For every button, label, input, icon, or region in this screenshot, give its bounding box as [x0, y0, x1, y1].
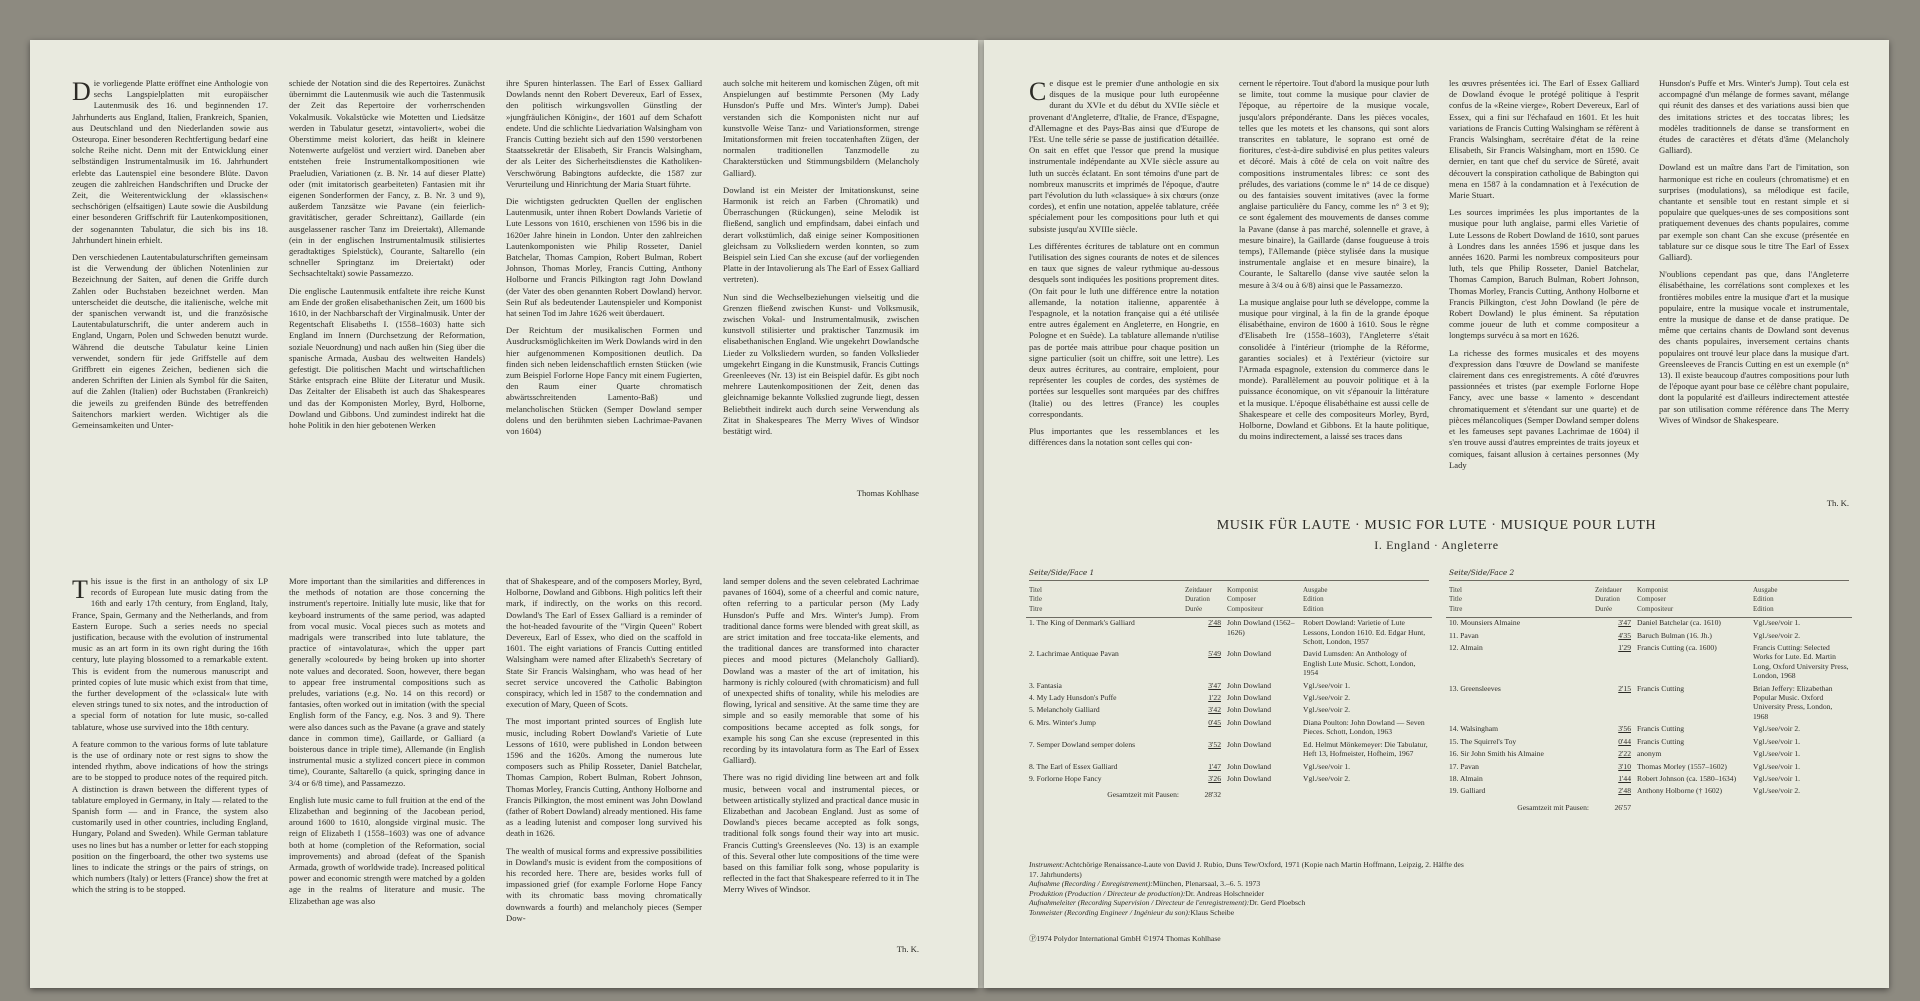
track-title: 18. Almain	[1449, 773, 1483, 783]
track-composer: John Dowland	[1227, 705, 1272, 715]
track-title: 4. My Lady Hunsdon's Puffe	[1029, 693, 1117, 703]
track-composer: John Dowland	[1227, 680, 1272, 690]
track-row	[1446, 631, 1852, 640]
col-edition-header: Ausgabe Edition Edition	[1300, 586, 1432, 618]
track-row	[1026, 762, 1432, 771]
drop-cap: T	[72, 576, 88, 604]
credit-line: Instrument:Achtchörige Renaissance-Laute von David J. Rubio, Duns Tew/Oxford, 1971 (Kopie nach Martin Hoffmann, Leipzig, 2. Hälfte des 17. Jahrhunderts)	[1029, 860, 1464, 879]
side2-tracklist	[1446, 586, 1852, 812]
col-duration-header: Zeitdauer Duration Durée	[1182, 586, 1224, 618]
paragraph: The most important printed sources of English lute music, including Robert Dowland's Varietie of Lute Lessons of 1610, were published in London between 1596 and the 1620s. Among the numerous lute composers such as Philip Rosseter, Daniel Batchelar, Thomas Campion, Robert Bulman, Robert Johnson, Thomas Morley, Francis Cutting, Anthony Holborne and Francis Pilkington, the most eminent was John Dowland (father of Robert Dowland) already mentioned. His fame as a leading lutenist and composer long survived his death in 1626.	[506, 716, 702, 839]
paragraph: Les sources imprimées les plus importantes de la musique pour luth anglaise, parmi elles Varietie of Lute Lessons de Robert Dowland de 1610, sont parues à Londres dans les années 1596 et jusque dans les années 1620. Parmi les nombreux compositeurs pour luth, tels que Philip Rosseter, Daniel Batchelar, Thomas Campion, Baruch Bulman, Robert Johnson, Thomas Morley, Francis Cutting, Anthony Holborne et Francis Pilkington, c'est John Dowland (le père de Robert Dowland) le plus éminent. Sa réputation comme joueur de luth et comme compositeur a longtemps survécu à sa mort en 1626.	[1449, 207, 1639, 341]
paragraph: The wealth of musical forms and expressive possibilities in Dowland's music is evident from the compositions of his recorded here. There are, besides works full of impassioned grief (for example Forlorne Hope Fancy with its chromatic bass moving chromatically downwards a fourth) and melancholy pieces (Semper Dow-	[506, 845, 702, 923]
paragraph: schiede der Notation sind die des Repertoires. Zunächst übernimmt die Lautenmusik wie auch die Tastenmusik der Zeit das Repertoire der vorherrschenden Vokalmusik. Vokalstücke wie Motetten und Liedsätze werden in Tabulatur gesetzt, »intavoliert«, wobei die Oberstimme meist koloriert, das heißt in kleinere Notenwerte aufgelöst und verziert wird. Daneben aber entstehen freie Instrumentalkompositionen wie Praeludien, Variationen (z. B. Nr. 14 auf dieser Platte) oder (mit imitatorisch gearbeiteten) Fantasien mit ihr eigenen Sonderformen der Fancy, z. B. Nr. 3 und 9), außerdem Tanzsätze wie Pavane (ein feierlich-gravitätischer, gerader Schreittanz), Gaillarde (ein ausgelassener rascher Tanz im Dreiertakt), Allemande (ein in der englischen Instrumentalmusik stilisiertes geradtaktiges Spielstück), Courante, Saltarello (ein schneller Springtanz im Dreiertakt) oder Sechsachteltakt) sowie Passamezzo.	[289, 78, 485, 279]
track-row	[1446, 749, 1852, 758]
german-column-4	[723, 78, 919, 488]
track-duration: 3'52	[1208, 739, 1221, 749]
side2-rule	[1449, 580, 1849, 581]
paragraph: A feature common to the various forms of lute tablature is the use of ordinary note or rest signs to show the intended rhythm, above indications of how the strings are to be stopped to produce notes of the required pitch. A distinction is drawn between the different types of tablature employed in Germany, in Italy — related to the Spanish form — and in France, the system also customarily used in other countries, including England, Hungary, Poland and Sweden). While German tablature uses no lines but has a number or letter for each stopping position on the fingerboard, the other two systems use lines to indicate the strings or the pairs of strings, on which numbers (Italy) or letters (France) show the fret at which the string is to be stopped.	[72, 738, 268, 895]
track-title: 3. Fantasia	[1029, 680, 1062, 690]
track-title: 5. Melancholy Galliard	[1029, 705, 1100, 715]
track-edition: David Lumsden: An Anthology of English Lute Music. Schott, London, 1954	[1303, 649, 1416, 678]
paragraph: Die englische Lautenmusik entfaltete ihre reiche Kunst am Ende der großen elisabethanischen Zeit, um 1600 bis 1610, in der Nachbarschaft der Virginalmusik. Unter der Regentschaft Elisabeths I. (1558–1603) hatte sich England im Innern (Durchsetzung der Reformation, soziale Neuordnung) und nach außen hin (Sieg über die spanische Armada, Ausbau des weltweiten Handels) gefestigt. Die politischen Macht und wirtschaftlichen Stärke entsprach eine Blüte der Literatur und Musik. Das Zeitalter der Elisabeth ist auch das Shakespeares und das der Komponisten Morley, Byrd, Holborne, Dowland und Gibbons. Und zumindest indirekt hat die hohe Politik in den hier gebotenen Werken	[289, 285, 485, 431]
track-edition: Diana Poulton: John Dowland — Seven Pieces. Schott, London, 1963	[1303, 717, 1425, 737]
track-row	[1446, 618, 1852, 628]
paragraph: Ce disque est le premier d'une anthologie en six disques de la musique pour luth européenne durant du XVIe et du début du XVIIe siècle et provenant d'Angleterre, d'Italie, de France, d'Espagne, d'Allemagne et des Pays-Bas ainsi que d'Europe de l'Est. Une telle série se passe de justification détaillée. On sait en effet que l'essor que prend la musique instrumentale indépendante au XVIe siècle assure au luth un succès éclatant. En sont témoins d'une part de nombreux manuscrits et imprimés de l'époque, d'autre part l'évolution du luth «classique» à six chœurs (onze cordes), et enfin une notation, appelée tablature, créée spécialement pour les compositions pour luth et qui subsiste jusqu'au XVIIIe siècle.	[1029, 78, 1219, 234]
track-duration: 0'44	[1618, 736, 1631, 746]
paragraph: Les différentes écritures de tablature ont en commun l'utilisation des signes courants de notes et de silences en taux que signes de valeur rythmique au-dessous desquels sont indiquées les positions proprement dites. (On fait pour le luth une différence entre la notation allemande, la notation italienne, apparentée à l'espagnole, et la notation française qui a été utilisée entre autres également en Angleterre, en Hongrie, en Pologne et en Suède). La tablature allemande n'utilise pas de portée mais attribue pour chaque position un signe particulier (soit un chiffre, soit une lettre). Les deux autres écritures, au contraire, emploient, pour représenter les couples de cordes, des systèmes de portées sur lesquelles sont marquées par des chiffres (Italie) ou des lettres (France) les couples correspondants.	[1029, 240, 1219, 419]
track-duration: 2'48	[1208, 618, 1221, 628]
track-composer: Baruch Bulman (16. Jh.)	[1637, 630, 1712, 640]
track-row	[1026, 705, 1432, 714]
track-composer: John Dowland	[1227, 717, 1272, 727]
track-edition: Robert Dowland: Varietie of Lute Lessons, London 1610. Ed. Edgar Hunt, Schott, London, 1957	[1303, 618, 1426, 647]
track-edition: Vgl./see/voir 1.	[1753, 761, 1801, 771]
track-composer: Francis Cutting	[1637, 736, 1685, 746]
french-signature: Th. K.	[1826, 498, 1849, 508]
paragraph: La richesse des formes musicales et des moyens d'expression dans l'œuvre de Dowland se manifeste clairement dans ces enregistrements. A côté d'œuvres passionnées et tristes (par exemple Forlorne Hope Fancy, avec une basse « lamento » descendant chromatiquement et s'étendant sur une quarte) et de pièces mélancoliques (Semper Dowland semper dolens et les fameuses sept pavanes Lachrimae de 1604) il s'en trouve aussi d'autres empreintes de traits joyeux et comiques, faisant allusion à certaines personnes (My Lady	[1449, 347, 1639, 470]
french-column-1	[1029, 78, 1219, 518]
track-title: 17. Pavan	[1449, 761, 1479, 771]
col-duration-header: Zeitdauer Duration Durée	[1592, 586, 1634, 618]
track-composer: Robert Johnson (ca. 1580–1634)	[1637, 773, 1737, 783]
track-row	[1446, 643, 1852, 681]
credit-line: Produktion (Production / Directeur de production):Dr. Andreas Holschneider	[1029, 888, 1265, 898]
paragraph: Dowland ist ein Meister der Imitationskunst, seine Harmonik ist reich an Farben (Chromatik) und Überraschungen (Rückungen), seine Melodik ist fließend, sanglich und empfindsam, dabei einfach und derart volkstümlich, daß einige seiner Kompositionen gleichsam zu Volksliedern werden konnten, so zum Beispiel sein Lied Can she excuse (auf der vorliegenden Platte in der Intavolierung als The Earl of Essex Galliard vertreten).	[723, 184, 919, 285]
track-edition: Vgl./see/voir 1.	[1753, 749, 1801, 759]
track-composer: John Dowland (1562–1626)	[1227, 618, 1295, 637]
track-row	[1446, 786, 1852, 795]
paragraph: auch solche mit heiterem und komischen Zügen, oft mit Anspielungen auf bestimmte Personen (My Lady Hunsdon's Puffe und Mrs. Winter's Jump). Dabei verstanden sich die Komponisten nicht nur auf kunstvolle Weise Tanz- und Variationsformen, strenge Imitationsformen mit freien toccatenhaften Zügen, der normalen traditionellen Tanzmodelle zu Charakterstücken und Stimmungsbildern (Melancholy Galliard).	[723, 78, 919, 178]
paragraph: Dowland est un maître dans l'art de l'imitation, son harmonique est riche en couleurs (chromatisme) et en surprises (modulations), sa mélodique est facile, chantante et sensible tout en restant simple et si populaire que quelques-unes de ses compositions sont pratiquement devenues des chants populaires, comme par exemple son chant Can she excuse (présentée en tablature sur ce disque sous le titre The Earl of Essex Galliard).	[1659, 162, 1849, 263]
track-duration: 0'45	[1208, 717, 1221, 727]
german-column-3	[506, 78, 702, 498]
track-row	[1026, 649, 1432, 677]
track-composer: John Dowland	[1227, 693, 1272, 703]
track-title: 2. Lachrimae Antiquae Pavan	[1029, 649, 1119, 659]
track-title: 1. The King of Denmark's Galliard	[1029, 618, 1135, 628]
english-column-3	[506, 576, 702, 956]
track-edition: Vgl./see/voir 1.	[1303, 761, 1351, 771]
paragraph: There was no rigid dividing line between art and folk music, between vocal and instrumental pieces, or between artistically stylized and practical dance music in Elizabethan and Jacobean England. Just as some of Dowland's pieces became accepted as folk songs, traditional folk songs found their way into art music. Francis Cutting's Greensleeves (No. 13) is an example of this. Several other lute compositions of the time were based on this familiar folk song, whose popularity is reflected in the fact that Shakespeare referred to it in The Merry Wives of Windsor.	[723, 772, 919, 895]
track-composer: Francis Cutting	[1637, 683, 1685, 693]
track-edition: Brian Jeffery: Elizabethan Popular Music. Oxford University Press, London, 1968	[1753, 683, 1833, 721]
track-edition: Vgl./see/voir 1.	[1753, 736, 1801, 746]
track-duration: 2'22	[1618, 749, 1631, 759]
track-title: 12. Almain	[1449, 643, 1483, 653]
german-column-1	[72, 78, 268, 498]
paragraph: that of Shakespeare, and of the composers Morley, Byrd, Holborne, Dowland and Gibbons. High politics left their mark, if indirectly, on the works on this record. Dowland's The Earl of Essex Galliard is a reminder of the hot-headed favourite of the "Virgin Queen" Robert Devereux, Earl of Essex, who died on the scaffold in 1601. The eight variations of Francis Cutting entitled Walsingham were named after Elizabeth's Secretary of State Sir Francis Walsingham, who was head of her secret service uncovered the Catholic Babington conspiracy, which led in 1587 to the condemnation and execution of Mary, Queen of Scots.	[506, 576, 702, 710]
paragraph: La musique anglaise pour luth se développe, comme la musique pour virginal, à la fin de la grande époque élisabéthaine, environ de 1600 à 1610. Sous le règne d'Elisabeth Ire (1558–1603), l'Angleterre s'était consolidée à l'intérieur (triomphe de la Réforme, garanties sociales) et à l'extérieur (victoire sur l'Armada espagnole, extension du commerce dans le monde). Parallèlement au pouvoir politique et à la puissance économique, on vit s'épanouir la littérature et la musique. L'époque élisabéthaine est aussi celle de Shakespeare et celle des compositeurs Morley, Byrd, Holborne, Dowland et Gibbons. Et la haute politique, du moins indirectement, a laissé ses traces dans	[1239, 296, 1429, 442]
track-title: 11. Pavan	[1449, 630, 1479, 640]
track-title: 9. Forlorne Hope Fancy	[1029, 773, 1102, 783]
track-edition: Vgl./see/voir 2.	[1753, 630, 1801, 640]
track-composer: John Dowland	[1227, 773, 1272, 783]
track-title: 19. Galliard	[1449, 786, 1486, 796]
track-duration: 5'49	[1208, 649, 1221, 659]
track-row	[1026, 618, 1432, 647]
track-composer: Francis Cutting	[1637, 724, 1685, 734]
track-edition: Vgl./see/voir 1.	[1753, 773, 1801, 783]
paragraph: Den verschiedenen Lautentabulaturschriften gemeinsam ist die Verwendung der üblichen Notenlinien zur Bezeichnung der Saiten, auf denen die Griffe durch Zahlen oder Buchstaben bezeichnet werden. Man unterscheidet die deutsche, die italienische, welche mit der spanischen verwandt ist, und die französische Lautentabulaturschrift, die unter anderem auch in England, Ungarn, Polen und Schweden benutzt wurde. Während die deutsche Tabulatur keine Linien verwendet, sondern für jede Griffstelle auf dem Griffbrett ein eigenes Zeichen, bedienen sich die anderen Schriften der Linien als Symbol für die Saiten, auf die Zahlen (Italien) oder Buchstaben (Frankreich) die jeweils zu greifenden Bünde des betreffenden Saitenchors markiert werden. Wichtiger als die Gemeinsamkeiten und Unter-	[72, 252, 268, 431]
total-time-row	[1026, 786, 1432, 799]
track-duration: 2'15	[1618, 683, 1631, 693]
track-edition: Vgl./see/voir 1.	[1303, 680, 1351, 690]
track-row	[1026, 740, 1432, 759]
credit-line: Aufnahmeleiter (Recording Supervision / Directeur de l'enregistrement):Dr. Gerd Ploebsch	[1029, 898, 1306, 908]
paragraph: Hunsdon's Puffe et Mrs. Winter's Jump). Tout cela est accompagné d'un mélange de formes savant, mélange qui réunit des danses et des variations aussi bien que des imitations strictes et des toccatas libres; les modèles traditionnels de danse se transforment en études de caractères et d'états d'âme (Melancholy Galliard).	[1659, 78, 1849, 156]
col-composer-header: Komponist Composer Compositeur	[1634, 586, 1750, 618]
track-edition: Vgl./see/voir 2.	[1753, 786, 1801, 796]
track-duration: 3'42	[1208, 705, 1221, 715]
german-signature: Thomas Kohlhase	[856, 488, 919, 498]
album-subtitle: I. England · Angleterre	[1374, 538, 1499, 552]
paragraph: N'oublions cependant pas que, dans l'Angleterre élisabéthaine, les corrélations sont complexes et les frontières mobiles entre la musique d'art et la musique populaire, entre la musique vocale et instrumentale, entre la musique de danse et de danse pratique. De même que certains chants de Dowland sont devenus des chants populaires, inversement certains chants populaires ont trouvé leur place dans la musique d'art. Greensleeves de Francis Cutting en est un exemple (n° 13). Il existe beaucoup d'autres compositions pour luth de l'époque ayant pour base ce célèbre chant populaire, dont la popularité est d'ailleurs indirectement attestée par son utilisation comme référence dans The Merry Wives of Windsor de Shakespeare.	[1659, 269, 1849, 425]
copyright-line: Ⓟ1974 Polydor International GmbH ©1974 Thomas Kohlhase	[1029, 934, 1221, 943]
track-row	[1446, 737, 1852, 746]
total-time-label: Gesamtzeit mit Pausen:	[1517, 802, 1589, 812]
left-panel	[30, 40, 978, 988]
track-duration: 3'47	[1208, 680, 1221, 690]
track-composer: John Dowland	[1227, 739, 1272, 749]
side1-rule	[1029, 580, 1429, 581]
track-composer: Thomas Morley (1557–1602)	[1637, 761, 1727, 771]
track-row	[1026, 681, 1432, 690]
drop-cap: D	[72, 78, 91, 106]
track-row	[1026, 718, 1432, 737]
track-title: 6. Mrs. Winter's Jump	[1029, 717, 1096, 727]
paragraph: English lute music came to full fruition at the end of the Elizabethan and beginning of the Jacobean period, around 1600 to 1610, alongside virginal music. The reign of Elizabeth I (1558–1603) was one of advance both at home (completion of the Reformation, social improvements) and abroad (defeat of the Spanish Armada, growth of worldwide trade). Increased political power and economic strength were matched by a golden age in the realms of literature and music. The Elizabethan age was also	[289, 794, 485, 906]
track-row	[1446, 762, 1852, 771]
track-composer: Francis Cutting (ca. 1600)	[1637, 643, 1717, 653]
paragraph: les œuvres présentées ici. The Earl of Essex Galliard de Dowland évoque le protégé politique à l'esprit confus de la «Reine vierge», Robert Devereux, Earl of Essex, qui a fini sur l'échafaud en 1601. Et les huit variations de Francis Cutting Walsingham se réfèrent à Francis Walsingham, secrétaire d'état de la reine Elisabeth, Sir Francis Walsingham, mort en 1590. Ce dernier, en tant que chef du service de Sûreté, avait découvert la conspiration catholique de Babington qui mena en 1587 à la condamnation et à l'exécution de Marie Stuart.	[1449, 78, 1639, 201]
paragraph: Der Reichtum der musikalischen Formen und Ausdrucksmöglichkeiten im Werk Dowlands wird in den hier aufgenommenen Kompositionen deutlich. Da finden sich neben leidenschaftlich ernsten Stücken (wie zum Beispiel Forlorne Hope Fancy mit einem Fugierten, den Raum einer Quarte chromatisch abwärtsschreitenden Lamento-Baß) und melancholischen Stücken (Semper Dowland semper dolens und den berühmten sieben Lachrimae-Pavanen von 1604)	[506, 325, 702, 437]
track-composer: Anthony Holborne († 1602)	[1637, 786, 1722, 796]
track-title: 10. Mounsiers Almaine	[1449, 618, 1521, 628]
total-time-label: Gesamtzeit mit Pausen:	[1107, 790, 1179, 800]
track-row	[1446, 724, 1852, 733]
english-column-1	[72, 576, 268, 956]
track-duration: 2'48	[1618, 786, 1631, 796]
french-column-4	[1659, 78, 1849, 498]
track-composer: Daniel Batchelar (ca. 1610)	[1637, 618, 1721, 628]
track-duration: 3'56	[1618, 724, 1631, 734]
track-title: 13. Greensleeves	[1449, 683, 1501, 693]
track-duration: 1'22	[1208, 693, 1221, 703]
track-duration: 1'44	[1618, 773, 1631, 783]
album-title: MUSIK FÜR LAUTE · MUSIC FOR LUTE · MUSIQUE POUR LUTH	[1216, 518, 1657, 533]
total-time-value: 28'32	[1204, 790, 1221, 800]
paragraph: Die wichtigsten gedruckten Quellen der englischen Lautenmusik, unter ihnen Robert Dowlands Varietie of Lute Lessons von 1610, erschienen von 1596 bis in die 1620er Jahre hinein in London. Unter den zahlreichen Lautenkomponisten wie Philip Rosseter, Daniel Batchelar, Thomas Campion, Robert Bulman, Robert Johnson, Thomas Morley, Francis Cutting, Anthony Holborne und Francis Pilkington ragt John Dowland (der Vater des oben genannten Robert Dowland) hervor. Sein Ruf als bedeutender Lautenspieler und Komponist hat seinen Tod im Jahre 1626 weit überdauert.	[506, 196, 702, 319]
track-title: 14. Walsingham	[1449, 724, 1499, 734]
track-composer: John Dowland	[1227, 649, 1272, 659]
paragraph: Die vorliegende Platte eröffnet eine Anthologie von sechs Langspielplatten mit europäischer Lautenmusik des 16. und beginnenden 17. Jahrhunderts aus England, Italien, Frankreich, Spanien, aus Deutschland und den Niederlanden sowie aus Osteuropa. Einer besonderen Rechtfertigung bedarf eine solche Reihe nicht. Denn mit der Entwicklung einer selbständigen Instrumentalmusik im 16. Jahrhundert erlebte das Lautenspiel eine besondere Blüte. Davon zeugen die zahlreichen Handschriften und Drucke der Zeit, die Weiterentwicklung der »klassischen« sechschörigen (elfsaitigen) Laute sowie die Ausbildung einer besonderen Griffschrift für Lautenkompositionen, der sogenannten Tabulatur, die sich bis ins 18. Jahrhundert hinein erhielt.	[72, 78, 268, 245]
track-duration: 3'47	[1618, 618, 1631, 628]
track-edition: Vgl./see/voir 2.	[1303, 705, 1351, 715]
track-title: 7. Semper Dowland semper dolens	[1029, 739, 1136, 749]
track-duration: 1'29	[1618, 643, 1631, 653]
german-column-2	[289, 78, 485, 498]
paragraph: land semper dolens and the seven celebrated Lachrimae pavanes of 1604), some of a cheerful and comic nature, often referring to a particular person (My Lady Hunsdon's Puffe and Mrs. Winter's Jump). From traditional dance forms were blended with great skill, as are strict imitation and free toccata-like elements, and the traditional dances are transformed into character pieces and mood pictures (Melancholy Galliard). Dowland was a master of the art of imitation, his harmony is richly coloured (with chromaticism) and full of unexpected shifts of tonality, while his melodies are flowing, lyrical and sensitive. At the same time they are simple and so easily memorable that some of his compositions became accepted as folk songs, for example his song Can she excuse (represented in this recording by its intavolatura form as The Earl of Essex Galliard).	[723, 576, 919, 766]
french-column-2	[1239, 78, 1429, 518]
track-title: 15. The Squirrel's Toy	[1449, 736, 1517, 746]
track-composer: John Dowland	[1227, 761, 1272, 771]
track-row	[1446, 774, 1852, 783]
track-duration: 4'35	[1618, 630, 1631, 640]
track-title: 8. The Earl of Essex Galliard	[1029, 761, 1118, 771]
right-panel	[984, 40, 1889, 988]
track-duration: 3'26	[1208, 773, 1221, 783]
credit-line: Aufnahme (Recording / Enregistrement):München, Plenarsaal, 3.–6. 5. 1973	[1029, 879, 1261, 889]
track-row	[1026, 693, 1432, 702]
side1-tracklist	[1026, 586, 1432, 800]
english-signature: Th. K.	[896, 944, 919, 954]
track-row	[1026, 774, 1432, 783]
paragraph: Nun sind die Wechselbeziehungen vielseitig und die Grenzen fließend zwischen Kunst- und Volksmusik, zwischen Vokal- und Instrumentalmusik, zwischen kunstvoll stilisierter und praktischer Tanzmusik im elisabethanischen England. Wie ungekehrt Dowlandsche Lieder zu Volksliedern wurden, so fanden Volkslieder umgekehrt Eingang in die Kunstmusik, Francis Cuttings Greenleeves (Nr. 13) ist ein Beispiel dafür. Es gibt noch mehrere Lautenkompositionen der Zeit, denen das gleichnamige bekannte Volkslied zugrunde liegt, dessen Beliebtheit indirekt auch durch seine Verwendung als Zitat in Shakespeares The Merry Wives of Windsor bestätigt wird.	[723, 291, 919, 437]
track-edition: Vgl./see/voir 1.	[1753, 618, 1801, 628]
side2-label: Seite/Side/Face 2	[1449, 568, 1515, 577]
paragraph: This issue is the first in an anthology of six LP records of European lute music dating from the 16th and early 17th century, from England, Italy, France, Spain, Germany and the Netherlands, and from Eastern Europe. Such a series needs no special justification, because with the evolution of instrumental music as an art form in its own right during the 16th century, lute playing blossomed to a remarkable extent. This is evident from the numerous manuscript and printed copies of lute music which exist from that time, the further development of the »classical« lute with eleven strings tuned to six notes, and the introduction of a special form of notation for lute music, so-called tablature, whose use survived into the 18th century.	[72, 576, 268, 732]
track-edition: Vgl./see/voir 2.	[1303, 693, 1351, 703]
track-edition: Francis Cutting: Selected Works for Lute. Ed. Martin Long, Oxford University Press, London, 1968	[1753, 643, 1849, 681]
drop-cap: C	[1029, 78, 1047, 106]
track-edition: Ed. Helmut Mönkemeyer: Die Tabulatur, Heft 13, Hofmeister, Hofheim, 1967	[1303, 739, 1428, 759]
english-column-4	[723, 576, 919, 944]
track-edition: Vgl./see/voir 2.	[1753, 724, 1801, 734]
total-time-row	[1446, 799, 1852, 812]
english-column-2	[289, 576, 485, 956]
track-title: 16. Sir John Smith his Almaine	[1449, 749, 1544, 759]
col-title-header: Titel Title Titre	[1026, 586, 1182, 618]
col-edition-header: Ausgabe Edition Edition	[1750, 586, 1852, 618]
side1-label: Seite/Side/Face 1	[1029, 568, 1095, 577]
track-edition: Vgl./see/voir 2.	[1303, 773, 1351, 783]
paragraph: More important than the similarities and differences in the methods of notation are those concerning the instrument's repertoire. Initially lute music, like that for keyboard instruments of the same period, was adapted from vocal music. Vocal pieces such as motets and madrigals were transcribed into lute tablature, the practice of »intavolatura«, which the upper part generally »coloured« by being broken up into shorter note values and decorated. Soon, however, there began to appear free instrumental compositions such as preludes, variations (e.g. No. 14 on this record) or fantasies, often worked out in imitation (with the special English form of the Fancy, e.g. Nos. 3 and 9). There were also dances such as the Pavane (a grave and stately dance in common time), Gaillarde, or Galliard (a boisterous dance in triple time), Allemande (in English instrumental music a stylized concert piece in common time), Courante, Saltarello (a quick, springing dance in 3/4 or 6/8 time), and Passamezzo.	[289, 576, 485, 788]
track-row	[1446, 684, 1852, 722]
track-duration: 3'10	[1618, 761, 1631, 771]
paragraph: Plus importantes que les ressemblances et les différences dans la notation sont celles qui con-	[1029, 426, 1219, 448]
track-composer: anonym	[1637, 749, 1662, 759]
col-composer-header: Komponist Composer Compositeur	[1224, 586, 1300, 618]
recording-credits	[1029, 860, 1469, 918]
track-duration: 1'47	[1208, 761, 1221, 771]
total-time-value: 26'57	[1614, 802, 1631, 812]
paragraph: cernent le répertoire. Tout d'abord la musique pour luth se limite, tout comme la musique pour clavier de l'époque, au répertoire de la musique vocale, jusqu'alors prépondérante. Dans les pièces vocales, telles que les motets et les chansons, qui sont alors transcrites en tablature, le soprano est orné de fioritures, c'est-à-dire subdivisé en plus petites valeurs et décoré. Mais à côté de cela on voit naître des compositions instrumentales libres: ce sont des préludes, des variations (comme le n° 14 de ce disque) ou des fantaisies souvent imitatives (avec la forme anglaise particulière du Fancy, comme les n° 3 et 9); ce sont également des mouvements de danses comme la Pavane (danse à pas marché, solennelle et grave, à mesure binaire), la Gaillarde (danse fougueuse à trois temps), l'Allemande (pièce stylisée dans la musique instrumentale anglaise et en mesure binaire), la Courante, le Saltarello (danse vive sautée selon la mesure à 3/4 ou à 6/8) ainsi que le Passamezzo.	[1239, 78, 1429, 290]
col-title-header: Titel Title Titre	[1446, 586, 1592, 618]
french-column-3	[1449, 78, 1639, 518]
paragraph: ihre Spuren hinterlassen. The Earl of Essex Galliard Dowlands nennt den Robert Devereux, Earl of Essex, den politisch wirkungsvollen Günstling der »jungfräulichen Königin«, der 1601 auf dem Schafott endete. Und die schlichte Liedvariation Walsingham von Francis Cutting bezieht sich auf den 1590 verstorbenen Staatssekretär der Elisabeth, Sir Francis Walsingham, der als Leiter des Sicherheitsdienstes die Katholiken-Verschwörung Babingtons aufdeckte, die 1587 zur Verurteilung und Hinrichtung der Maria Stuart führte.	[506, 78, 702, 189]
credit-line: Tonmeister (Recording Engineer / Ingénieur du son):Klaus Scheibe	[1029, 907, 1235, 917]
